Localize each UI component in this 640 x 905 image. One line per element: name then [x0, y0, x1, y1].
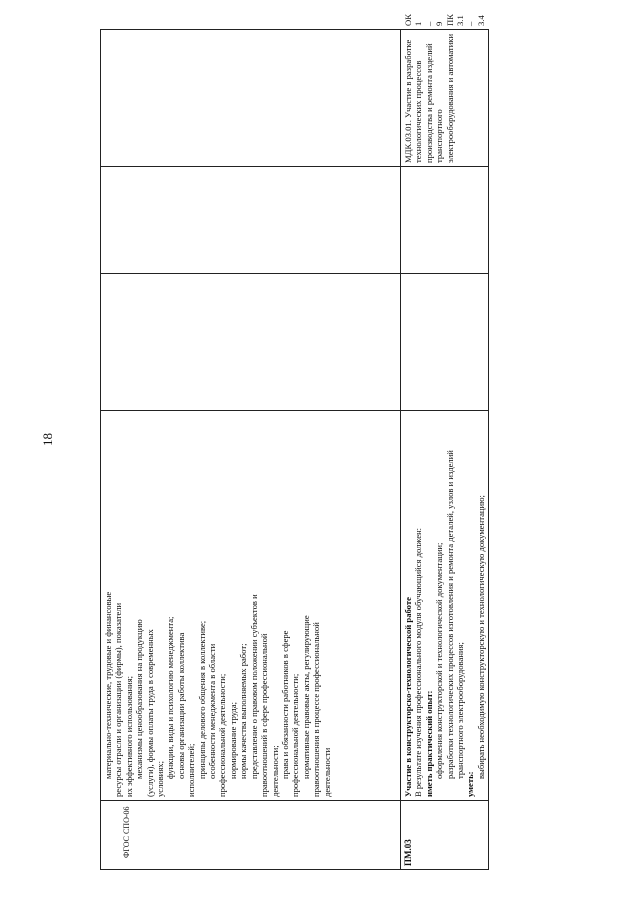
- knowledge-line: правоотношений в сфере профессиональной: [259, 633, 270, 797]
- knowledge-line: представление о правовом положении субъектов и: [248, 594, 259, 779]
- experience-item: разработки технологических процессов изготовления и ремонта деталей, узлов и изделий транспортного электрооборудования;: [444, 450, 466, 779]
- experience-label: иметь практический опыт:: [423, 690, 434, 797]
- knowledge-line: условиях;: [155, 761, 166, 797]
- knowledge-line: ресурсы отрасли и организации (фирмы), показатели: [113, 602, 124, 797]
- knowledge-line: материально-технические, трудовые и финансовые: [103, 591, 113, 779]
- knowledge-line: права и обязанности работников в сфере: [279, 630, 290, 779]
- experience-item: оформления конструкторской и технологической документации;: [434, 542, 445, 779]
- knowledge-line: нормы качества выполняемых работ;: [238, 643, 249, 779]
- knowledge-line: профессиональной деятельности;: [217, 673, 228, 797]
- knowledge-cell: [101, 411, 401, 801]
- knowledge-line: (услуги), формы оплаты труда в современных: [144, 629, 155, 797]
- hours-cell: [401, 274, 489, 411]
- module-intro: В результате изучения профессионального модуля обучающийся должен:: [413, 527, 424, 797]
- knowledge-line: принципы делового общения в коллективе;: [196, 620, 207, 779]
- table-row: ПМ.03 Участие в конструкторско-технологической работе В результате изучения профессионального модуля обучающийся должен: иметь практический опыт: оформления конструкторской и технологической документации; разработки технологических процессов изготовления и ремонта деталей, узлов и изделий транспортного электрооборудования; уметь: выбирать необходимую конструкторскую и технологическую документацию; МДК.03.01. Участие в разработке технологических процессов производства и ремонта изделий транспортного электрооборудования и автоматики ОК 1 – 9 ПК 3.1 – 3.4: [401, 30, 489, 870]
- knowledge-line: правоотношения в процессе профессиональной: [311, 622, 322, 797]
- knowledge-line: деятельности;: [269, 745, 280, 797]
- hours-cell: [101, 274, 401, 411]
- knowledge-line: деятельности: [321, 747, 332, 797]
- knowledge-line: исполнителей;: [186, 743, 197, 797]
- curriculum-table: [100, 14, 489, 870]
- table-row: [101, 30, 401, 870]
- module-description-cell: [401, 411, 489, 801]
- page-number: 18: [40, 433, 55, 446]
- knowledge-line: их эффективного использования;: [123, 675, 134, 797]
- skills-label: уметь:: [465, 771, 476, 797]
- mdk-cell: МДК.03.01. Участие в разработке технологических процессов производства и ремонта изделий транспортного электрооборудования и автоматики: [401, 30, 489, 167]
- module-title: Участие в конструкторско-технологической работе: [403, 597, 413, 797]
- module-code: ПМ.03: [401, 801, 489, 870]
- footer-code: ФГОС СПО-06: [122, 806, 131, 858]
- skills-item: выбирать необходимую конструкторскую и технологическую документацию;: [475, 495, 486, 779]
- hours-cell: [101, 167, 401, 274]
- knowledge-line: нормирование труда;: [227, 702, 238, 779]
- knowledge-line: нормативные правовые акты, регулирующие: [300, 615, 311, 779]
- knowledge-line: функции, виды и психологию менеджмента;: [165, 616, 176, 779]
- knowledge-line: основы организации работы коллектива: [175, 632, 186, 779]
- mdk-cell: [101, 30, 401, 167]
- index-cell: [101, 801, 401, 870]
- rotated-page-content: [100, 14, 486, 870]
- knowledge-line: механизмы ценообразования на продукцию: [134, 619, 145, 779]
- hours-cell: [401, 167, 489, 274]
- knowledge-line: особенности менеджмента в области: [207, 643, 218, 779]
- knowledge-line: профессиональной деятельности;: [290, 673, 301, 797]
